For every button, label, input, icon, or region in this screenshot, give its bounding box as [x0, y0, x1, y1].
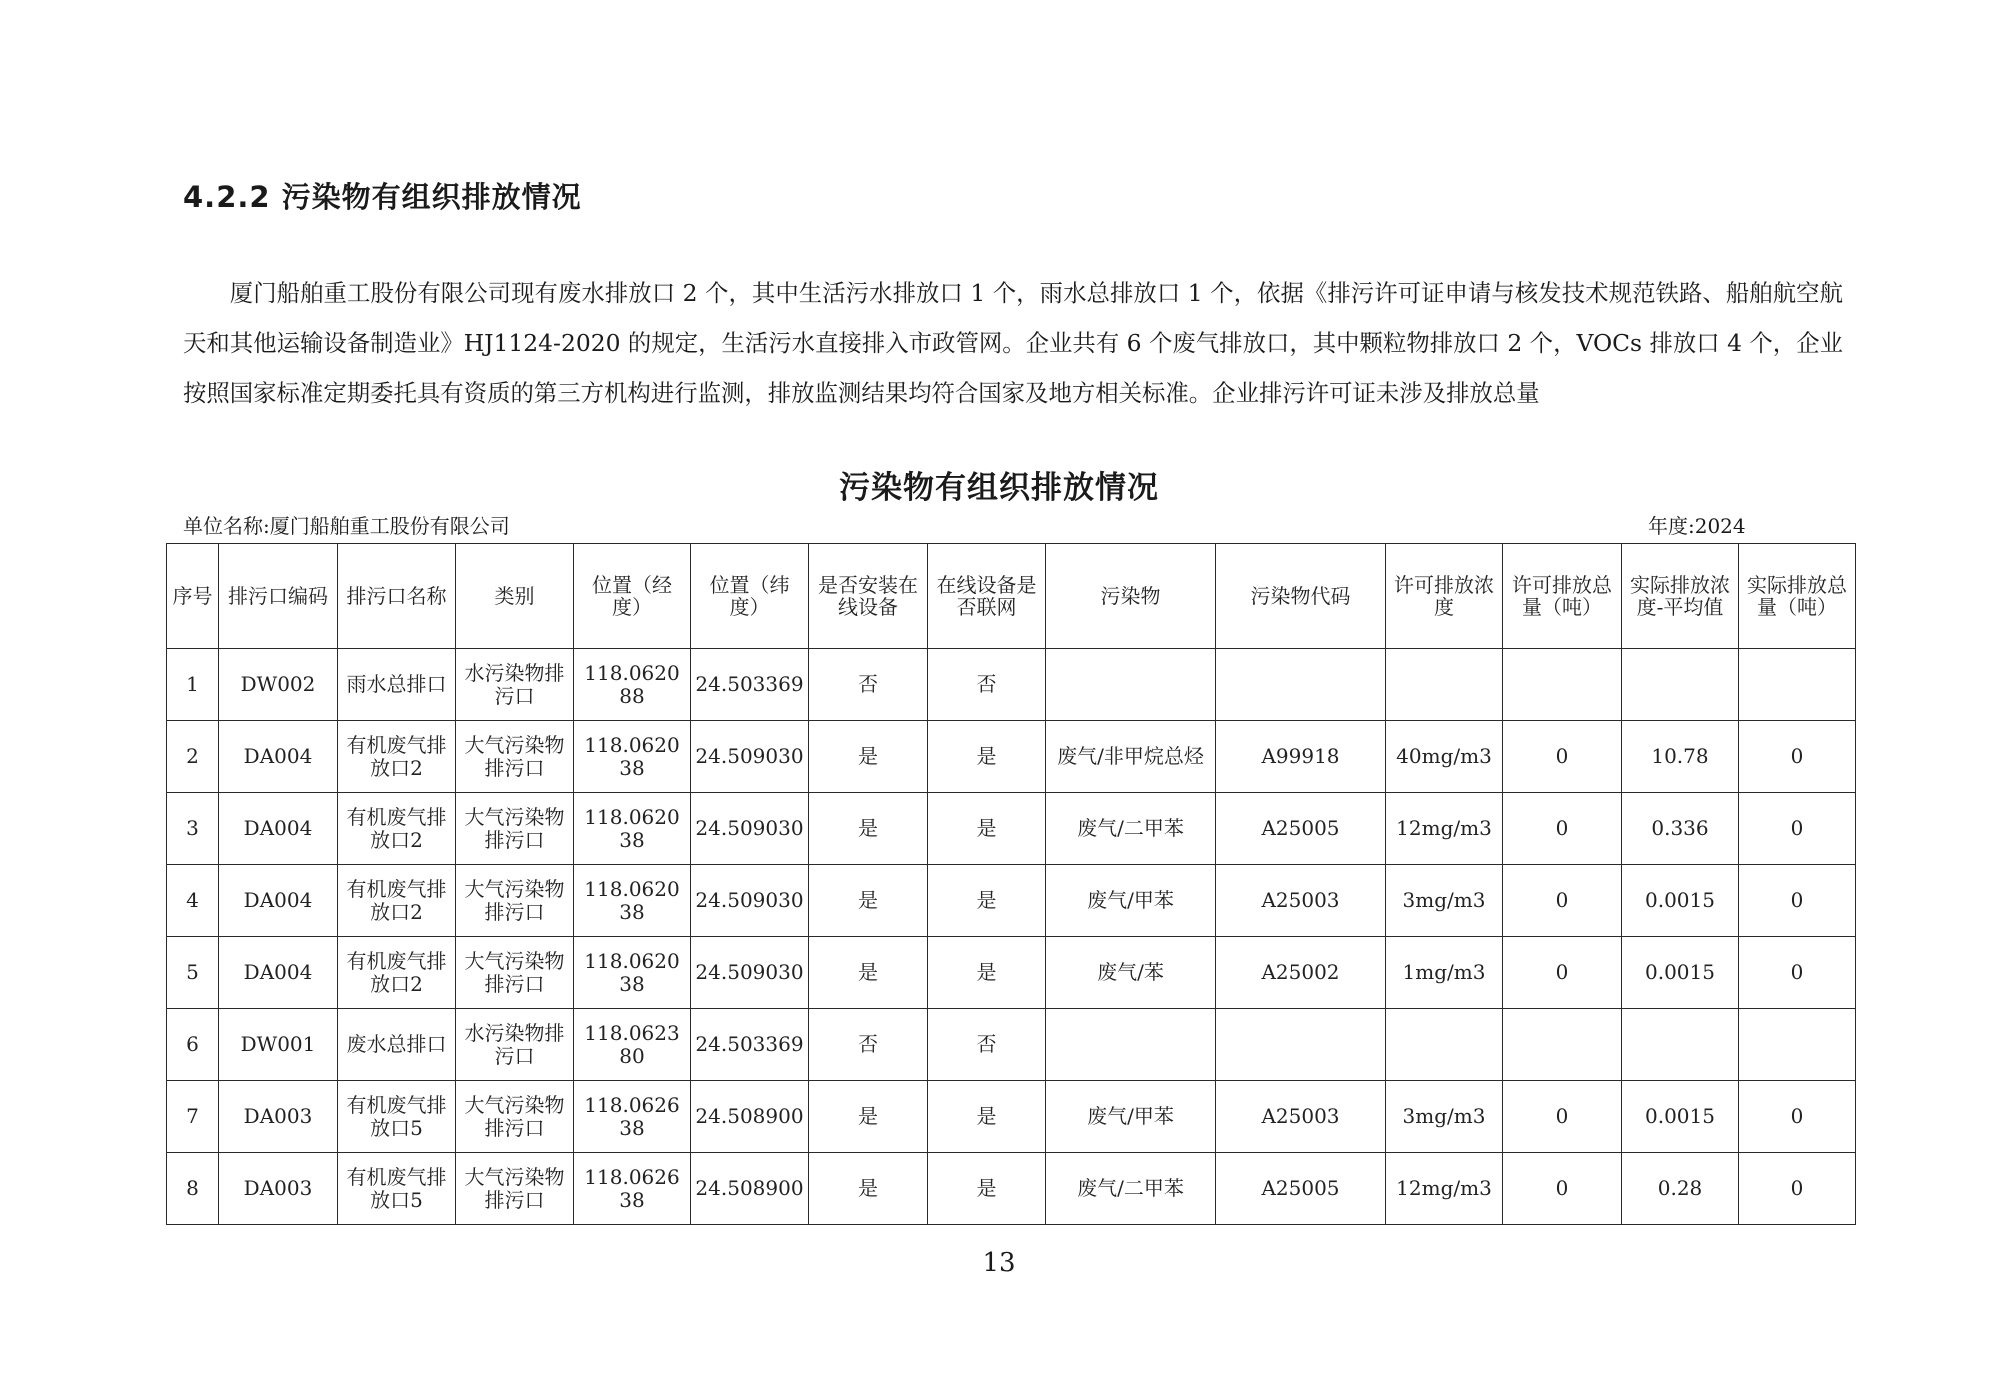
table-cell: [1503, 649, 1622, 721]
table-cell: 否: [809, 649, 928, 721]
table-row: [167, 1081, 1856, 1153]
table-cell: 废气/非甲烷总烃: [1046, 721, 1216, 793]
table-row: [167, 1153, 1856, 1225]
table-cell: 24.509030: [691, 721, 809, 793]
table-cell: 0: [1503, 937, 1622, 1009]
table-cell: 24.509030: [691, 793, 809, 865]
table-cell: 118.062638: [574, 1081, 691, 1153]
table-cell: 有机废气排放口2: [338, 793, 456, 865]
table-cell: [1386, 649, 1503, 721]
table-cell: 大气污染物排污口: [456, 1153, 574, 1225]
table-cell: 有机废气排放口2: [338, 721, 456, 793]
table-cell: 24.508900: [691, 1081, 809, 1153]
page-number: 13: [982, 1248, 1016, 1278]
table-cell: 是: [928, 1153, 1046, 1225]
table-cell: 是: [928, 1081, 1046, 1153]
unit-name: 单位名称:厦门船舶重工股份有限公司: [183, 514, 510, 538]
table-cell: 0: [1739, 1081, 1856, 1153]
table-row: [167, 865, 1856, 937]
table-cell: [1046, 1009, 1216, 1081]
table-cell: 是: [928, 721, 1046, 793]
table-cell: 水污染物排污口: [456, 649, 574, 721]
table-cell: 1mg/m3: [1386, 937, 1503, 1009]
table-cell: [1216, 1009, 1386, 1081]
header-cell: 类别: [456, 544, 574, 649]
table-cell: 废气/甲苯: [1046, 865, 1216, 937]
table-cell: 24.503369: [691, 1009, 809, 1081]
table-row: [167, 937, 1856, 1009]
table-cell: 0: [1739, 721, 1856, 793]
table-cell: 是: [928, 865, 1046, 937]
table-cell: 8: [167, 1153, 219, 1225]
table-cell: 1: [167, 649, 219, 721]
table-cell: 0: [1739, 937, 1856, 1009]
table-cell: 118.062088: [574, 649, 691, 721]
table-cell: [1046, 649, 1216, 721]
table-cell: [1622, 649, 1739, 721]
table-cell: DW001: [219, 1009, 338, 1081]
table-cell: 118.062638: [574, 1153, 691, 1225]
table-cell: 40mg/m3: [1386, 721, 1503, 793]
table-cell: 是: [809, 793, 928, 865]
table-cell: 有机废气排放口2: [338, 865, 456, 937]
table-cell: 24.509030: [691, 865, 809, 937]
table-cell: [1216, 649, 1386, 721]
table-cell: 废气/二甲苯: [1046, 793, 1216, 865]
table-cell: DA003: [219, 1081, 338, 1153]
table-cell: 4: [167, 865, 219, 937]
table-cell: 118.062038: [574, 721, 691, 793]
table-cell: 雨水总排口: [338, 649, 456, 721]
table-cell: 0: [1503, 1081, 1622, 1153]
table-cell: 是: [809, 721, 928, 793]
table-cell: DW002: [219, 649, 338, 721]
table-cell: 118.062380: [574, 1009, 691, 1081]
header-cell: 是否安装在线设备: [809, 544, 928, 649]
table-cell: 0.336: [1622, 793, 1739, 865]
table-cell: A25003: [1216, 1081, 1386, 1153]
table-cell: 24.508900: [691, 1153, 809, 1225]
table-cell: 否: [928, 649, 1046, 721]
table-cell: 大气污染物排污口: [456, 721, 574, 793]
table-row: [167, 1009, 1856, 1081]
table-cell: 大气污染物排污口: [456, 865, 574, 937]
table-header-row: [167, 544, 1856, 649]
table-cell: 0: [1739, 793, 1856, 865]
table-cell: 12mg/m3: [1386, 793, 1503, 865]
table-cell: 118.062038: [574, 793, 691, 865]
table-row: [167, 721, 1856, 793]
table-cell: DA004: [219, 937, 338, 1009]
header-cell: 序号: [167, 544, 219, 649]
table-cell: [1739, 1009, 1856, 1081]
table-cell: 0: [1739, 865, 1856, 937]
header-cell: 许可排放总量（吨）: [1503, 544, 1622, 649]
table-cell: 有机废气排放口5: [338, 1153, 456, 1225]
table-cell: A25005: [1216, 793, 1386, 865]
table-cell: 废气/甲苯: [1046, 1081, 1216, 1153]
table-cell: DA004: [219, 793, 338, 865]
header-cell: 污染物代码: [1216, 544, 1386, 649]
header-cell: 位置（经度）: [574, 544, 691, 649]
table-cell: 0: [1503, 721, 1622, 793]
table-cell: A25003: [1216, 865, 1386, 937]
table-row: [167, 793, 1856, 865]
table-cell: 2: [167, 721, 219, 793]
table-cell: DA004: [219, 721, 338, 793]
table-cell: 否: [928, 1009, 1046, 1081]
table-cell: A25005: [1216, 1153, 1386, 1225]
table-cell: 118.062038: [574, 865, 691, 937]
table-cell: 是: [809, 1081, 928, 1153]
table-cell: DA004: [219, 865, 338, 937]
table-cell: 是: [928, 937, 1046, 1009]
table-cell: 有机废气排放口2: [338, 937, 456, 1009]
header-cell: 位置（纬度）: [691, 544, 809, 649]
table-cell: [1386, 1009, 1503, 1081]
table-cell: 否: [809, 1009, 928, 1081]
table-cell: 大气污染物排污口: [456, 937, 574, 1009]
table-cell: 3mg/m3: [1386, 865, 1503, 937]
report-year: 年度:2024: [1648, 514, 1746, 538]
header-cell: 排污口编码: [219, 544, 338, 649]
body-paragraph: 厦门船舶重工股份有限公司现有废水排放口 2 个，其中生活污水排放口 1 个，雨水总排放口 1 个，依据《排污许可证申请与核发技术规范铁路、船舶航空航天和其他运输设备制造业》HJ1124-2020 的规定，生活污水直接排入市政管网。企业共有 6 个废气排放口，其中颗粒物排放口 2 个，VOCs 排放口 4 个，企业按照国家标准定期委托具有资质的第三方机构进行监测，排放监测结果均符合国家及地方相关标准。企业排污许可证未涉及排放总量: [183, 279, 1843, 407]
table-cell: 0.28: [1622, 1153, 1739, 1225]
table-cell: 0: [1503, 865, 1622, 937]
table-cell: 水污染物排污口: [456, 1009, 574, 1081]
table-cell: 12mg/m3: [1386, 1153, 1503, 1225]
table-cell: A25002: [1216, 937, 1386, 1009]
table-cell: 废气/二甲苯: [1046, 1153, 1216, 1225]
section-heading: 4.2.2 污染物有组织排放情况: [183, 180, 582, 214]
table-cell: 10.78: [1622, 721, 1739, 793]
header-cell: 许可排放浓度: [1386, 544, 1503, 649]
table-cell: 6: [167, 1009, 219, 1081]
table-cell: 24.509030: [691, 937, 809, 1009]
table-cell: 有机废气排放口5: [338, 1081, 456, 1153]
table-cell: 大气污染物排污口: [456, 1081, 574, 1153]
table-cell: 0: [1503, 793, 1622, 865]
table-cell: [1739, 649, 1856, 721]
table-cell: 3: [167, 793, 219, 865]
table-title: 污染物有组织排放情况: [839, 470, 1159, 506]
header-cell: 实际排放浓度-平均值: [1622, 544, 1739, 649]
table-cell: A99918: [1216, 721, 1386, 793]
table-cell: 废水总排口: [338, 1009, 456, 1081]
table-cell: 0.0015: [1622, 937, 1739, 1009]
header-cell: 实际排放总量（吨）: [1739, 544, 1856, 649]
table-cell: 118.062038: [574, 937, 691, 1009]
table-cell: [1503, 1009, 1622, 1081]
header-cell: 污染物: [1046, 544, 1216, 649]
table-cell: 是: [809, 865, 928, 937]
table-cell: 24.503369: [691, 649, 809, 721]
table-cell: DA003: [219, 1153, 338, 1225]
table-cell: 0.0015: [1622, 865, 1739, 937]
header-cell: 在线设备是否联网: [928, 544, 1046, 649]
table-cell: 3mg/m3: [1386, 1081, 1503, 1153]
emissions-table: [166, 543, 1856, 1225]
table-cell: 5: [167, 937, 219, 1009]
table-cell: 是: [809, 937, 928, 1009]
header-cell: 排污口名称: [338, 544, 456, 649]
table-cell: 是: [809, 1153, 928, 1225]
table-cell: 7: [167, 1081, 219, 1153]
table-cell: 0: [1503, 1153, 1622, 1225]
table-cell: 0.0015: [1622, 1081, 1739, 1153]
table-cell: [1622, 1009, 1739, 1081]
table-cell: 是: [928, 793, 1046, 865]
table-row: [167, 649, 1856, 721]
table-cell: 废气/苯: [1046, 937, 1216, 1009]
table-cell: 0: [1739, 1153, 1856, 1225]
table-cell: 大气污染物排污口: [456, 793, 574, 865]
